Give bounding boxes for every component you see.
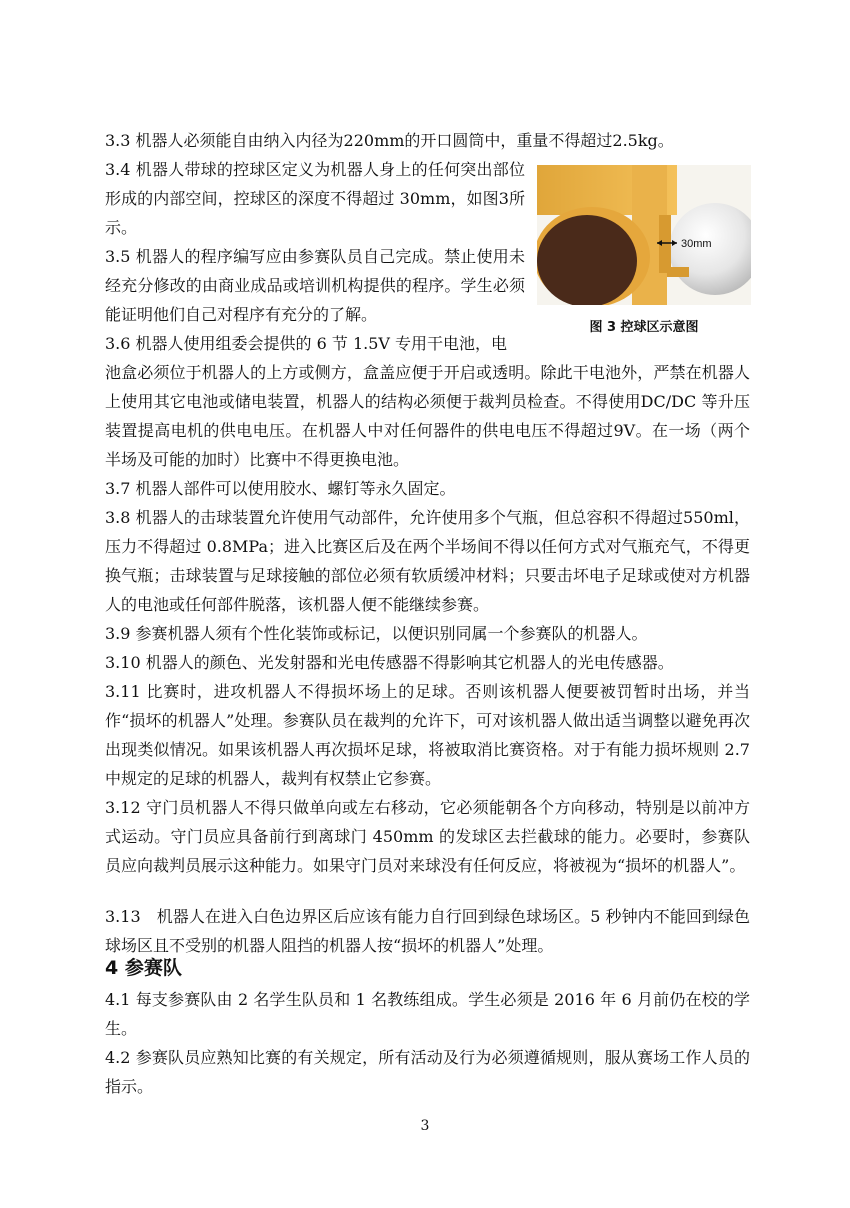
paragraph-3-11: 3.11 比赛时，进攻机器人不得损坏场上的足球。否则该机器人便要被罚暂时出场，并当作“损坏的机器人”处理。参赛队员在裁判的允许下，可对该机器人做出适当调整以避免再次出现类似情况。如果该机器人再次损坏足球，将被取消比赛资格。对于有能力损坏规则 2.7 中规定的足球的机器人，裁判有权禁止它参赛。 — [105, 682, 750, 788]
paragraph-3-3: 3.3 机器人必须能自由纳入内径为220mm的开口圆筒中，重量不得超过2.5kg。 — [105, 131, 674, 150]
figure-ball-control-zone — [537, 165, 751, 305]
paragraph-3-8: 3.8 机器人的击球装置允许使用气动部件，允许使用多个气瓶，但总容积不得超过550ml，压力不得超过 0.8MPa；进入比赛区后及在两个半场间不得以任何方式对气瓶充气，不得更换气瓶；击球装置与足球接触的部位必须有软质缓冲材料；只要击坏电子足球或使对方机器人的电池或任何部件脱落，该机器人便不能继续参赛。 — [105, 508, 750, 614]
paragraph-3-4: 3.4 机器人带球的控球区定义为机器人身上的任何突出部位形成的内部空间，控球区的深度不得超过 30mm，如图3所示。 — [105, 160, 525, 237]
figure-caption: 图 3 控球区示意图 — [589, 320, 699, 335]
robot-illustration — [537, 165, 751, 305]
paragraph-3-6-rest: 池盒必须位于机器人的上方或侧方，盒盖应便于开启或透明。除此干电池外，严禁在机器人上使用其它电池或储电装置，机器人的结构必须便于裁判员检查。不得使用DC/DC 等升压装置提高电机的供电电压。在机器人中对任何器件的供电电压不得超过9V。在一场（两个半场及可能的加时）比赛中不得更换电池。 — [105, 363, 750, 469]
page-number: 3 — [420, 1118, 430, 1134]
paragraph-3-10: 3.10 机器人的颜色、光发射器和光电传感器不得影响其它机器人的光电传感器。 — [105, 653, 674, 672]
paragraph-3-13: 3.13 机器人在进入白色边界区后应该有能力自行回到绿色球场区。5 秒钟内不能回到绿色球场区且不受别的机器人阻挡的机器人按“损坏的机器人”处理。 — [105, 907, 750, 955]
section-heading-4: 4 参赛队 — [105, 957, 182, 979]
kicker-base — [667, 267, 689, 277]
paragraph-3-12: 3.12 守门员机器人不得只做单向或左右移动，它必须能朝各个方向移动，特别是以前冲方式运动。守门员应具备前行到离球门 450mm 的发球区去拦截球的能力。必要时，参赛队员应向裁判员展示这种能力。如果守门员对来球没有任何反应，将被视为“损坏的机器人”。 — [105, 798, 750, 875]
paragraph-4-1: 4.1 每支参赛队由 2 名学生队员和 1 名教练组成。学生必须是 2016 年 6 月前仍在校的学生。 — [105, 990, 750, 1038]
paragraph-4-2: 4.2 参赛队员应熟知比赛的有关规定，所有活动及行为必须遵循规则，服从赛场工作人员的指示。 — [105, 1048, 750, 1096]
wheel-shape — [537, 215, 637, 305]
paragraph-3-7: 3.7 机器人部件可以使用胶水、螺钉等永久固定。 — [105, 479, 456, 498]
paragraph-3-9: 3.9 参赛机器人须有个性化装饰或标记，以便识别同属一个参赛队的机器人。 — [105, 624, 648, 643]
dimension-label: 30mm — [681, 238, 712, 250]
paragraph-3-5: 3.5 机器人的程序编写应由参赛队员自己完成。禁止使用未经充分修改的由商业成品或培训机构提供的程序。学生必须能证明他们自己对程序有充分的了解。 — [105, 247, 525, 324]
paragraph-3-6-first-line: 3.6 机器人使用组委会提供的 6 节 1.5V 专用干电池，电 — [105, 334, 508, 353]
